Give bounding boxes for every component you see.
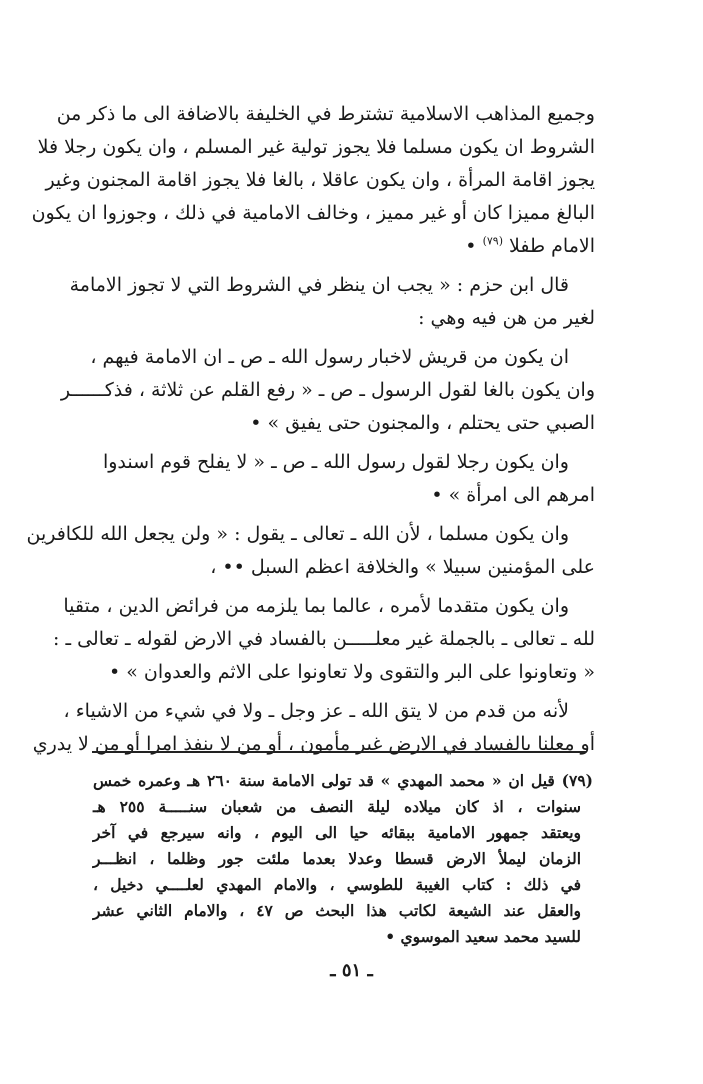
text-line: امرهم الى امرأة » •	[431, 484, 595, 506]
footnote-line: (٧٩) قيل ان « محمد المهدي » قد تولى الامامة سنة ٢٦٠ هـ وعمره خمس	[93, 771, 593, 790]
main-text	[26, 98, 595, 761]
text-line: وان يكون رجلا لقول رسول الله ـ ص ـ « لا يفلح قوم اسندوا	[102, 451, 569, 473]
footnote-line: في ذلك : كتاب الغيبة للطوسي ، والامام المهدي لعلــــي دخيل ،	[93, 875, 581, 894]
text-line-content: الامام طفلا	[509, 235, 595, 257]
footnote-marker: (٧٩)	[482, 234, 503, 248]
text-line: وان يكون متقدما لأمره ، عالما بما يلزمه من فرائض الدين ، متقيا	[63, 595, 569, 617]
page-number: ـ ٥١ ـ	[330, 960, 373, 981]
bullet-mark: •	[465, 235, 477, 257]
footnote-line: والعقل عند الشيعة لكاتب هذا البحث ص ٤٧ ، والامام الثاني عشر	[93, 901, 581, 920]
footnote-line: ويعتقد جمهور الامامية ببقائه حيا الى اليوم ، وانه سيرجع في آخر	[93, 823, 581, 842]
footnote-line: الزمان ليملأ الارض قسطا وعدلا بعدما ملئت جور وظلما ، انظـــر	[93, 849, 581, 868]
text-line: على المؤمنين سبيلا » والخلافة اعظم السبل •• ،	[210, 556, 595, 578]
text-line: وجميع المذاهب الاسلامية تشترط في الخليفة بالاضافة الى ما ذكر من	[56, 103, 595, 125]
text-line: لله ـ تعالى ـ بالجملة غير معلـــــن بالفساد في الارض لقوله ـ تعالى ـ :	[53, 628, 595, 650]
text-line: البالغ مميزا كان أو غير مميز ، وخالف الامامية في ذلك ، وجوزوا ان يكون	[31, 202, 595, 224]
text-line: ان يكون من قريش لاخبار رسول الله ـ ص ـ ان الامامة فيهم ،	[90, 346, 569, 368]
text-line: الشروط ان يكون مسلما فلا يجوز تولية غير المسلم ، وان يكون رجلا فلا	[37, 136, 595, 158]
footnote-line: للسيد محمد سعيد الموسوي •	[385, 927, 581, 946]
text-line: « وتعاونوا على البر والتقوى ولا تعاونوا على الاثم والعدوان » •	[108, 661, 595, 683]
text-line	[103, 230, 595, 263]
text-line: وان يكون بالغا لقول الرسول ـ ص ـ « رفع القلم عن ثلاثة ، فذكــــــر	[60, 379, 595, 401]
footnote-block	[93, 768, 593, 950]
text-line: الصبي حتى يحتلم ، والمجنون حتى يفيق » •	[250, 412, 595, 434]
text-line: يجوز اقامة المرأة ، وان يكون عاقلا ، بالغا فلا يجوز اقامة المجنون وغير	[45, 169, 595, 191]
text-line: أو معلنا بالفساد في الارض غير مأمون ، أو من لا ينفذ امرا أو من لا يدري	[32, 733, 595, 755]
footnote-line: سنوات ، اذ كان ميلاده ليلة النصف من شعبان سنـــــة ٢٥٥ هـ	[93, 797, 581, 816]
text-line: لغير من هن فيه وهي :	[418, 307, 595, 329]
text-line: قال ابن حزم : « يجب ان ينظر في الشروط التي لا تجوز الامامة	[69, 274, 569, 296]
text-line: لأنه من قدم من لا يتق الله ـ عز وجل ـ ولا في شيء من الاشياء ،	[63, 700, 569, 722]
footnote-divider	[92, 751, 586, 753]
text-line: وان يكون مسلما ، لأن الله ـ تعالى ـ يقول : « ولن يجعل الله للكافرين	[26, 523, 569, 545]
